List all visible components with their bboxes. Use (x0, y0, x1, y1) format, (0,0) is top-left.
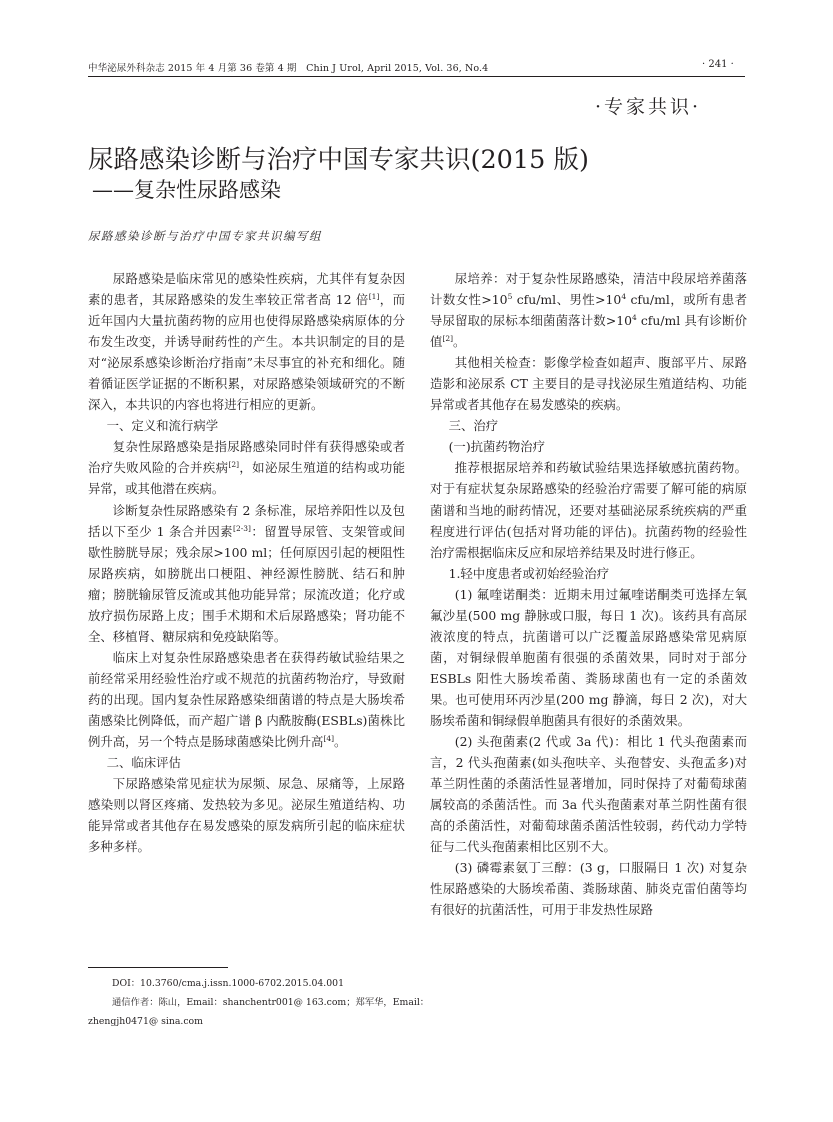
paragraph: 诊断复杂性尿路感染有 2 条标准，尿培养阳性以及包括以下至少 1 条合并因素[2-3]：留置导尿管、支架管或间歇性膀胱导尿；残余尿>100 ml；任何原因引起的梗阻性尿路疾病，如膀胱出口梗阻、神经源性膀胱、结石和肿瘤；膀胱输尿管反流或其他功能异常；尿流改道；化疗或放疗损伤尿路上皮；围手术期和术后尿路感染；肾功能不全、移植肾、糖尿病和免疫缺陷等。 (88, 502, 406, 644)
citation[interactable]: [2] (228, 460, 240, 470)
correspondence-footnote: 通信作者：陈山，Email：shanchentr001@ 163.com；郑军华，Email： (112, 997, 430, 1008)
right-column (430, 268, 747, 920)
paragraph: 下尿路感染常见症状为尿频、尿急、尿痛等，上尿路感染则以肾区疼痛、发热较为多见。泌尿生殖道结构、功能异常或者其他存在易发感染的原发病所引起的临床症状多种多样。 (88, 776, 405, 855)
authors: 尿路感染诊断与治疗中国专家共识编写组 (88, 229, 322, 243)
paragraph: (2) 头孢菌素(2 代或 3a 代)：相比 1 代头孢菌素而言，2 代头孢菌素(如头孢呋辛、头孢替安、头孢孟多)对革兰阴性菌的杀菌活性显著增加，同时保持了对葡萄球菌属较高的杀菌活性。而 3a 代头孢菌素对革兰阴性菌有很高的杀菌活性，对葡萄球菌杀菌活性较弱，药代动力学特征与二代头孢菌素相比区别不大。 (430, 734, 747, 855)
paragraph: (1) 氟喹诺酮类：近期未用过氟喹诺酮类可选择左氧氟沙星(500 mg 静脉或口服，每日 1 次)。该药具有高尿液浓度的特点，抗菌谱可以广泛覆盖尿路感染常见病原菌，对铜绿假单胞菌有很强的杀菌效果，同时对于部分 ESBLs 阳性大肠埃希菌、粪肠球菌也有一定的杀菌效果。也可使用环丙沙星(200 mg 静滴，每日 2 次)，对大肠埃希菌和铜绿假单胞菌具有很好的杀菌效果。 (430, 586, 747, 728)
correspondence-email[interactable]: zhengjh0471@ sina.com (88, 1016, 203, 1027)
paragraph: 尿路感染是临床常见的感染性疾病，尤其伴有复杂因素的患者，其尿路感染的发生率较正常者高 12 倍[1]，而近年国内大量抗菌药物的应用也使得尿路感染病原体的分布发生改变，并诱导耐药性的产生。本共识制定的目的是对“泌尿系感染诊断治疗指南”未尽事宜的补充和细化。随着循证医学证据的不断积累，对尿路感染领域研究的不断深入，本共识的内容也将进行相应的更新。 (88, 271, 405, 413)
subsection-heading-mild: 1.轻中度患者或初始经验治疗 (448, 565, 610, 581)
paragraph: 临床上对复杂性尿路感染患者在获得药敏试验结果之前经常采用经验性治疗或不规范的抗菌药物治疗，导致耐药的出现。国内复杂性尿路感染细菌谱的特点是大肠埃希菌感染比例降低，而产超广谱 β 内酰胺酶(ESBLs)菌株比例升高，另一个特点是肠球菌感染比例升高[4]。 (88, 649, 405, 750)
section-heading-definition: 一、定义和流行病学 (106, 418, 219, 434)
footnote-rule (88, 967, 228, 968)
paragraph: 推荐根据尿培养和药敏试验结果选择敏感抗菌药物。对于有症状复杂尿路感染的经验治疗需要了解可能的病原菌谱和当地的耐药情况，还要对基础泌尿系统疾病的严重程度进行评估(包括对肾功能的评估)。抗菌药物的经验性治疗需根据临床反应和尿培养结果及时进行修正。 (430, 460, 747, 560)
article-title: 尿路感染诊断与治疗中国专家共识(2015 版) (88, 145, 589, 175)
doi-footnote: DOI：10.3760/cma.j.issn.1000-6702.2015.04.001 (112, 978, 345, 989)
page-number: · 241 · (702, 59, 734, 70)
subsection-heading-antibiotics: (一)抗菌药物治疗 (448, 439, 545, 455)
citation[interactable]: [4] (323, 733, 335, 743)
journal-info: 中华泌尿外科杂志 2015 年 4 月第 36 卷第 4 期 Chin J Urol, April 2015, Vol. 36, No.4 (88, 63, 489, 74)
section-heading-treatment: 三、治疗 (448, 418, 499, 434)
paragraph: (3) 磷霉素氨丁三醇：(3 g，口服隔日 1 次) 对复杂性尿路感染的大肠埃希菌、粪肠球菌、肺炎克雷伯菌等均有很好的抗菌活性，可用于非发热性尿路 (430, 860, 747, 918)
left-column (88, 268, 405, 857)
paragraph: 尿培养：对于复杂性尿路感染，清洁中段尿培养菌落计数女性$>10^5$ cfu/ml、男性$>10^4$ cfu/ml，或所有患者导尿留取的尿标本细菌菌落计数$>10^4$ cfu/ml 具有诊断价值[2]。 (430, 271, 747, 350)
article-subtitle: ——复杂性尿路感染 (92, 178, 281, 202)
citation[interactable]: [1] (368, 291, 380, 301)
paragraph: 其他相关检查：影像学检查如超声、腹部平片、尿路造影和泌尿系 CT 主要目的是寻找泌尿生殖道结构、功能异常或者其他存在易发感染的疾病。 (430, 355, 747, 413)
header-rule (88, 76, 745, 77)
paragraph: 复杂性尿路感染是指尿路感染同时伴有获得感染或者治疗失败风险的合并疾病[2]，如泌尿生殖道的结构或功能异常，或其他潜在疾病。 (88, 439, 405, 497)
section-heading-clinical-evaluation: 二、临床评估 (106, 755, 181, 771)
citation[interactable]: [2-3] (233, 523, 251, 533)
citation[interactable]: [2] (442, 334, 454, 344)
section-tag: ·专家共识· (595, 96, 702, 118)
